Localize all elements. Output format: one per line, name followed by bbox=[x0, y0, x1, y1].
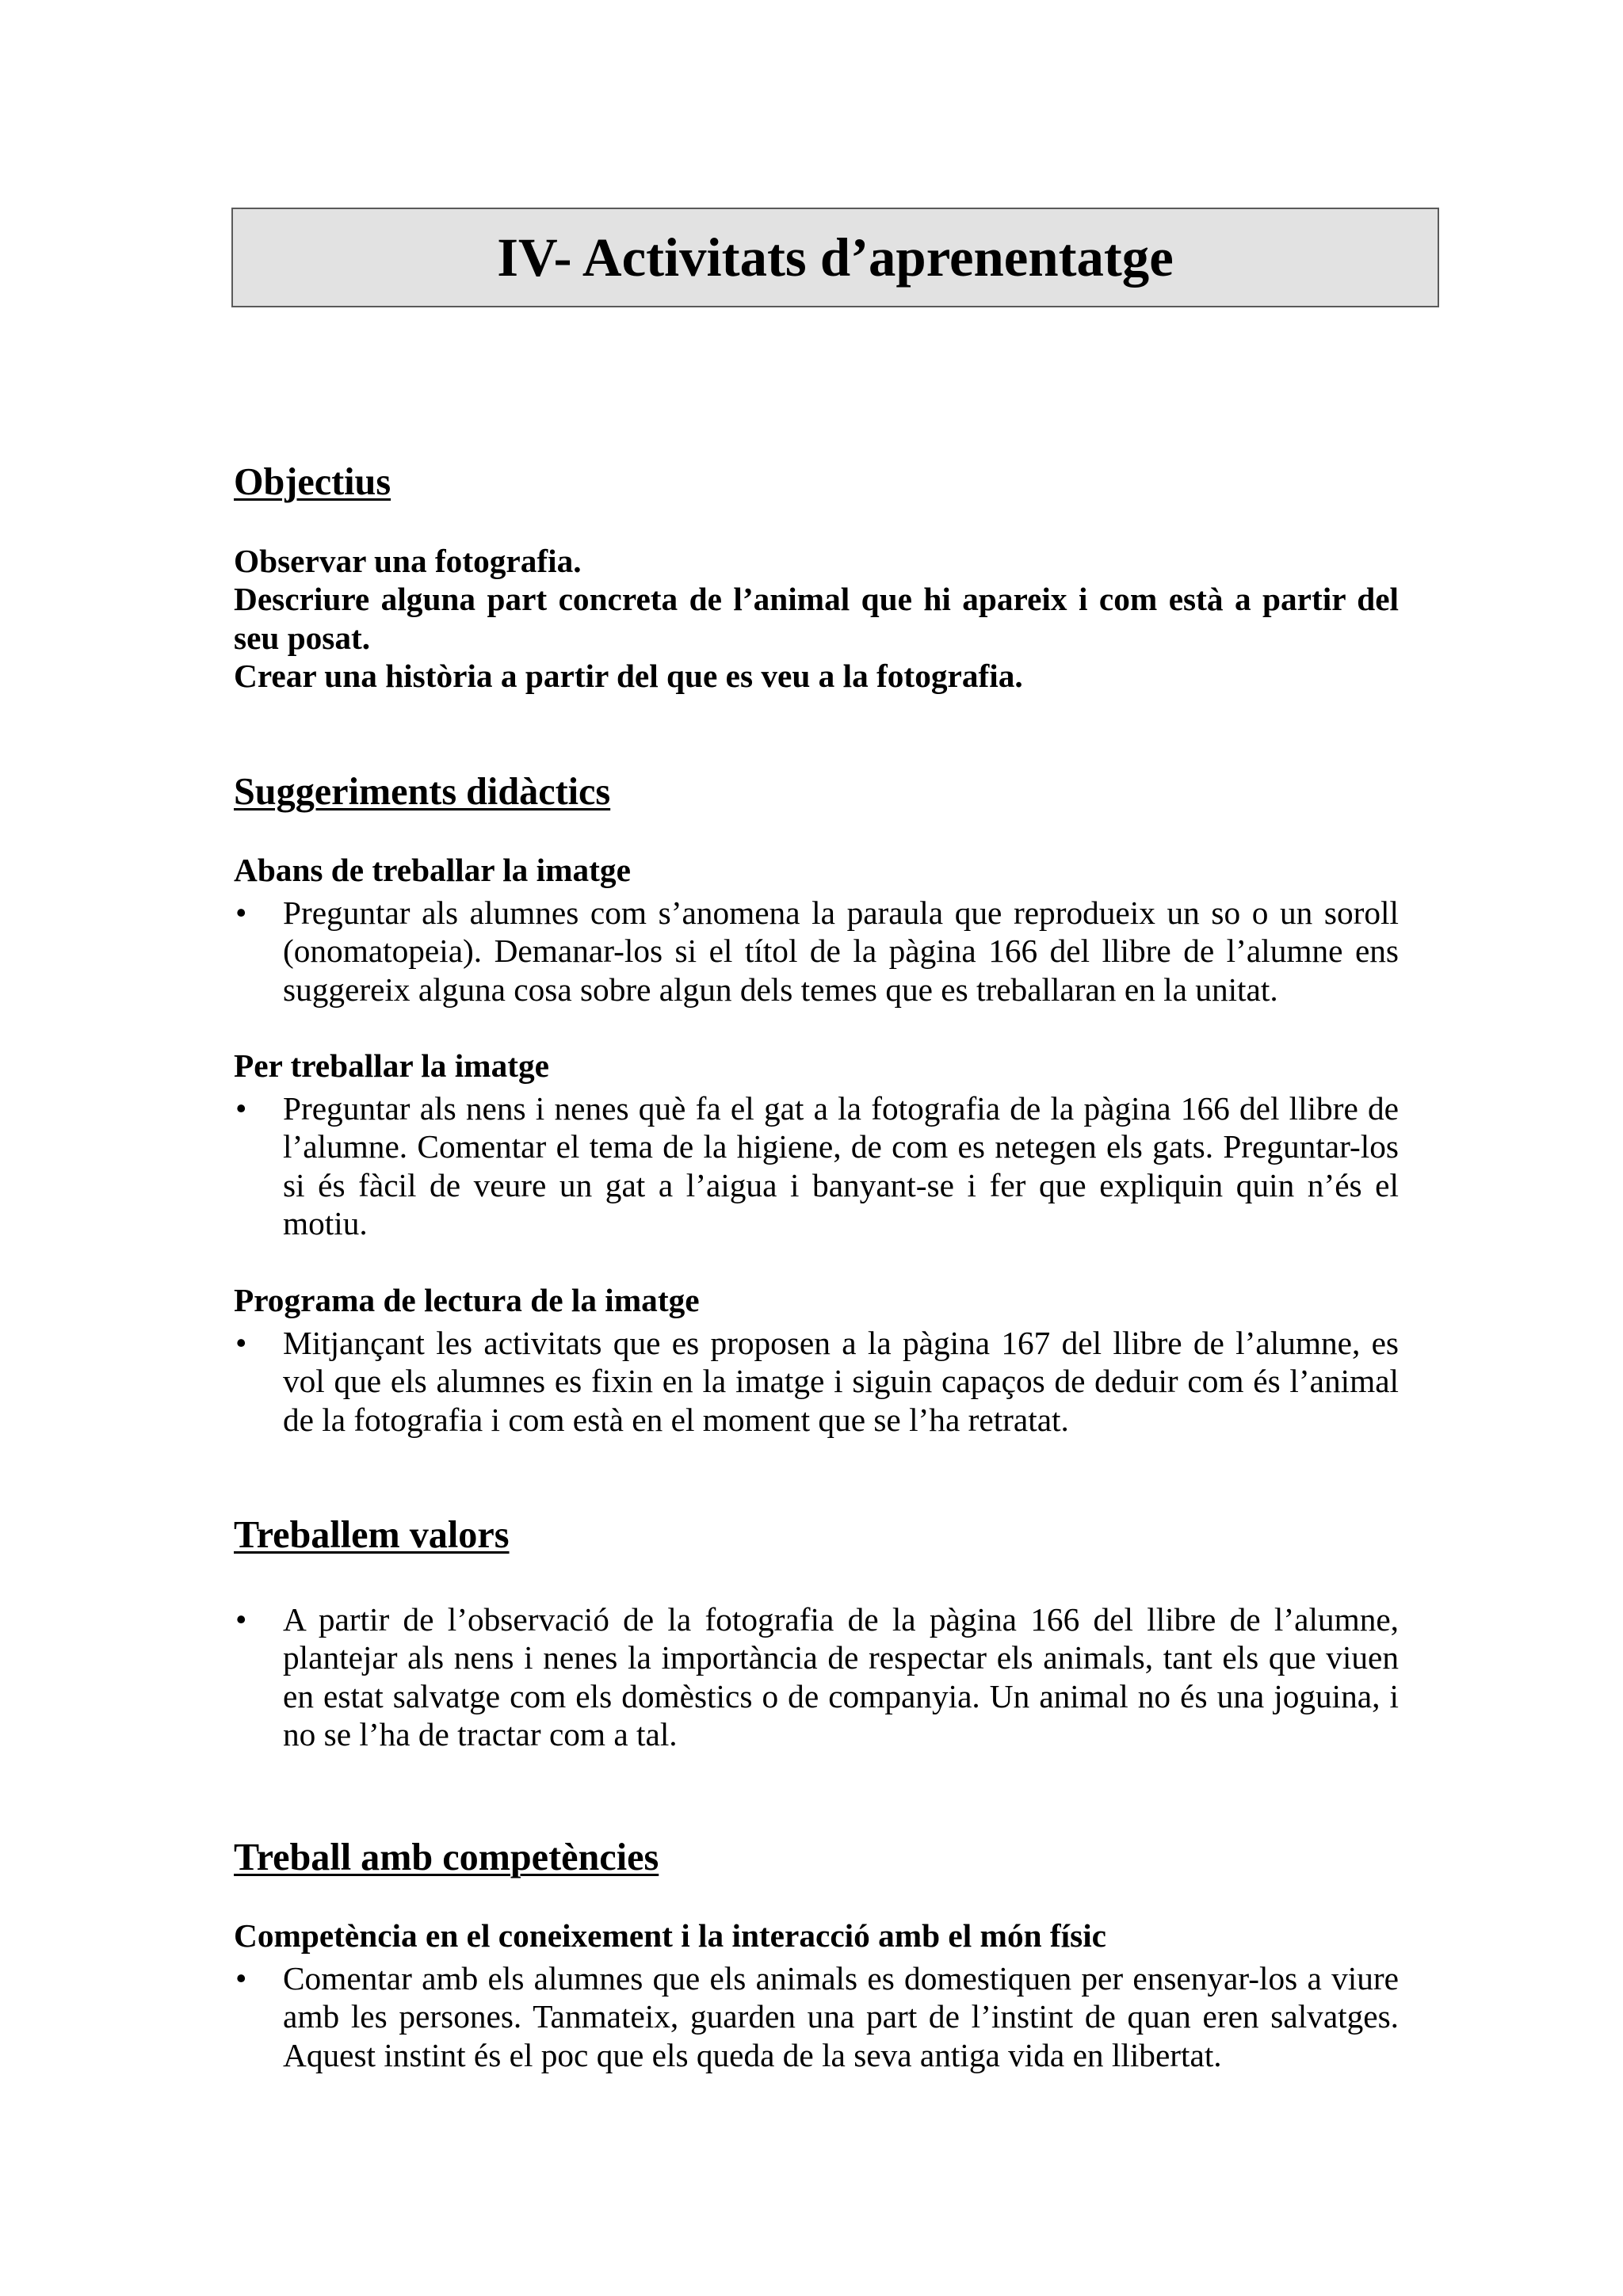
bullet-line: (onomatopeia). Demanar-los si el títol de la pàgina 166 del llibre de l’alumne ens bbox=[283, 933, 1399, 970]
bullet-line: Mitjançant les activitats que es proposen a la pàgina 167 del llibre de l’alumne, es bbox=[283, 1325, 1399, 1361]
bullet-item bbox=[234, 1089, 1399, 1242]
bullet-line: Aquest instint és el poc que els queda de la seva antiga vida en llibertat. bbox=[283, 2036, 1222, 2073]
section-heading-objectius: Objectius bbox=[234, 461, 391, 503]
bullet-line: l’alumne. Comentar el tema de la higiene, de com es netegen els gats. Preguntar-los bbox=[283, 1128, 1399, 1165]
suggeriments-section bbox=[234, 770, 1399, 814]
bullet-line: suggereix alguna cosa sobre algun dels temes que es treballaran en la unitat. bbox=[283, 971, 1278, 1008]
subsection-heading: Programa de lectura de la imatge bbox=[234, 1282, 700, 1318]
page-title: IV- Activitats d’aprenentatge bbox=[497, 227, 1174, 288]
subsection-programa bbox=[234, 1281, 1399, 1439]
subsection-heading: Abans de treballar la imatge bbox=[234, 852, 631, 888]
objectius-list bbox=[234, 542, 1399, 695]
section-heading-valors: Treballem valors bbox=[234, 1514, 510, 1556]
bullet-item bbox=[234, 1324, 1399, 1439]
bullet-icon: • bbox=[235, 1090, 247, 1127]
bullet-line: Preguntar als alumnes com s’anomena la paraula que reprodueix un so o un soroll bbox=[283, 894, 1399, 931]
bullet-line: de la fotografia i com està en el moment que se l’ha retratat. bbox=[283, 1401, 1069, 1438]
subsection-abans bbox=[234, 851, 1399, 1009]
bullet-line: vol que els alumnes es fixin en la imatge i siguin capaços de deduir com és l’animal bbox=[283, 1363, 1399, 1400]
bullet-line: Preguntar als nens i nenes què fa el gat a la fotografia de la pàgina 166 del llibre de bbox=[283, 1090, 1399, 1127]
bullet-line: en estat salvatge com els domèstics o de companyia. Un animal no és una joguina, i bbox=[283, 1677, 1399, 1714]
section-heading-suggeriments: Suggeriments didàctics bbox=[234, 771, 611, 813]
bullet-icon: • bbox=[235, 894, 247, 931]
bullet-line: Comentar amb els alumnes que els animals es domestiquen per ensenyar-los a viure bbox=[283, 1960, 1399, 1997]
bullet-line: plantejar als nens i nenes la importància de respectar els animals, tant els que viuen bbox=[283, 1639, 1399, 1676]
bullet-icon: • bbox=[235, 1960, 247, 1997]
subsection-competencia-mon-fisic bbox=[234, 1917, 1399, 2074]
bullet-line: amb les persones. Tanmateix, guarden una part de l’instint de quan eren salvatges. bbox=[283, 1998, 1399, 2035]
valors-list bbox=[234, 1600, 1399, 1753]
bullet-line: no se l’ha de tractar com a tal. bbox=[283, 1715, 678, 1753]
subsection-heading: Competència en el coneixement i la interacció amb el món físic bbox=[234, 1917, 1107, 1954]
title-box bbox=[231, 208, 1439, 307]
objective-line: seu posat. bbox=[234, 619, 371, 656]
bullet-icon: • bbox=[235, 1325, 247, 1361]
bullet-item bbox=[234, 894, 1399, 1009]
objective-line: Descriure alguna part concreta de l’animal que hi apareix i com està a partir del bbox=[234, 581, 1399, 618]
subsection-heading: Per treballar la imatge bbox=[234, 1047, 549, 1084]
bullet-line: motiu. bbox=[283, 1204, 368, 1241]
bullet-line: A partir de l’observació de la fotografia de la pàgina 166 del llibre de l’alumne, bbox=[283, 1601, 1399, 1638]
competencies-section bbox=[234, 1836, 1399, 1880]
objective-line: Crear una història a partir del que es veu a la fotografia. bbox=[234, 657, 1023, 694]
bullet-line: si és fàcil de veure un gat a l’aigua i banyant-se i fer que expliquin quin n’és el bbox=[283, 1166, 1399, 1203]
valors-section bbox=[234, 1513, 1399, 1558]
objective-line: Observar una fotografia. bbox=[234, 543, 582, 579]
bullet-icon: • bbox=[235, 1601, 247, 1638]
section-heading-competencies: Treball amb competències bbox=[234, 1836, 659, 1878]
subsection-per-treballar bbox=[234, 1047, 1399, 1242]
bullet-item bbox=[234, 1600, 1399, 1753]
bullet-item bbox=[234, 1959, 1399, 2074]
objectius-section bbox=[234, 460, 1399, 505]
